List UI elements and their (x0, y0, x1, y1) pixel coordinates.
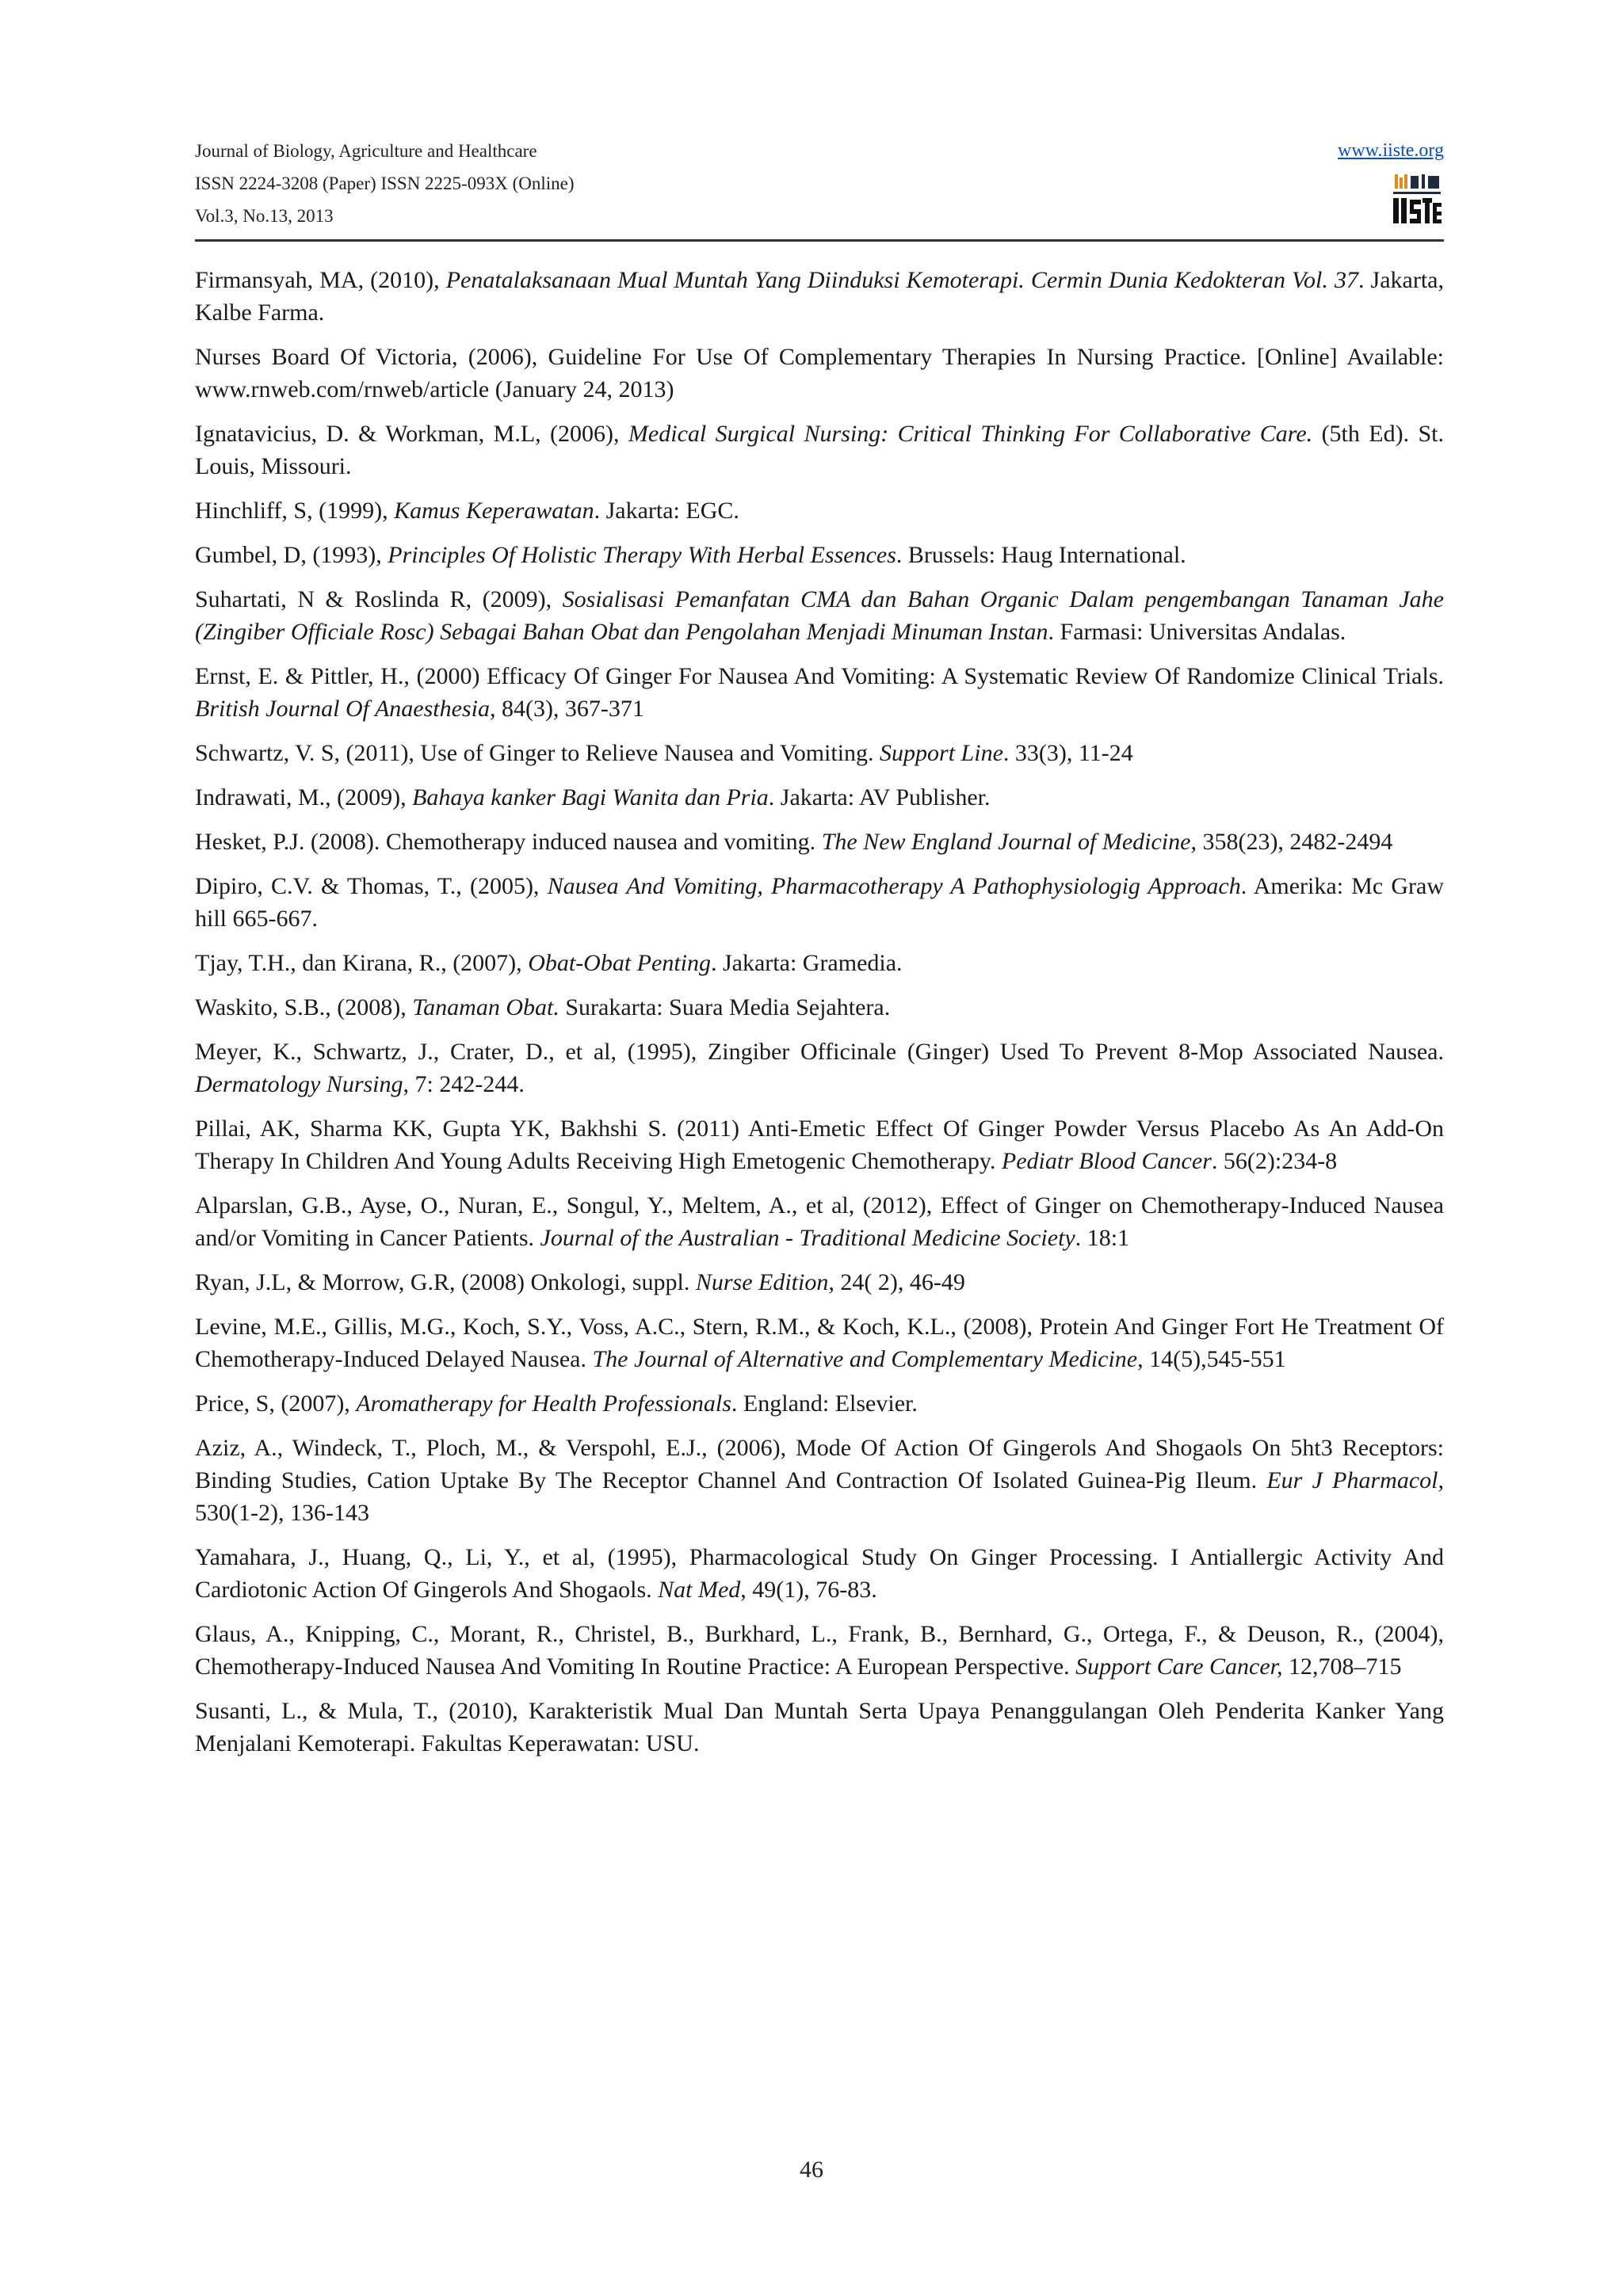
reference-text: Susanti, L., & Mula, T., (2010), Karakteristik Mual Dan Muntah Serta Upaya Penanggulangan Oleh Penderita Kanker Yang Menjalani Kemoterapi. Fakultas Keperawatan: USU. (195, 1698, 1444, 1756)
reference-source-title: Kamus Keperawatan (394, 498, 594, 524)
reference-details: . Brussels: Haug International. (896, 542, 1186, 568)
reference-source-title: Support Care Cancer, (1075, 1653, 1283, 1680)
reference-text: Dipiro, C.V. & Thomas, T., (2005), (195, 873, 548, 899)
reference-item (195, 264, 1444, 329)
reference-item (195, 870, 1444, 935)
reference-text: Hinchliff, S, (1999), (195, 498, 395, 524)
issn-line: ISSN 2224-3208 (Paper) ISSN 2225-093X (Online) (195, 174, 575, 193)
reference-details: . Jakarta: Gramedia. (711, 950, 903, 976)
reference-source-title: The Journal of Alternative and Complementary Medicine (592, 1346, 1138, 1372)
reference-details: . Amerika: Mc Graw hill 665-667. (195, 873, 1444, 932)
reference-details: . Farmasi: Universitas Andalas. (1048, 619, 1346, 645)
reference-text: Waskito, S.B., (2008), (195, 994, 413, 1020)
reference-text: Yamahara, J., Huang, Q., Li, Y., et al, (1995), Pharmacological Study On Ginger Processing. I Antiallergic Activity And Cardiotonic Action Of Gingerols And Shogaols. (195, 1544, 1444, 1603)
reference-source-title: Dermatology Nursing (195, 1071, 403, 1097)
reference-source-title: Sosialisasi Pemanfatan CMA dan Bahan Organic Dalam pengembangan Tanaman Jahe (Zingiber Officiale Rosc) Sebagai Bahan Obat dan Pengolahan Menjadi Minuman Instan (195, 586, 1444, 645)
reference-text: Nurses Board Of Victoria, (2006), Guideline For Use Of Complementary Therapies In Nursing Practice. [Online] Available: www.rnweb.com/rnweb/article (January 24, 2013) (195, 344, 1444, 402)
reference-item (195, 1387, 1444, 1420)
reference-item (195, 1189, 1444, 1254)
reference-item (195, 1432, 1444, 1529)
reference-item (195, 494, 1444, 527)
page-number: 46 (800, 2157, 823, 2183)
reference-item (195, 737, 1444, 769)
reference-details: Surakarta: Suara Media Sejahtera. (559, 994, 891, 1020)
reference-text: Ignatavicius, D. & Workman, M.L, (2006), (195, 421, 628, 447)
reference-text: Meyer, K., Schwartz, J., Crater, D., et al, (1995), Zingiber Officinale (Ginger) Used To Prevent 8-Mop Associated Nausea. (195, 1039, 1444, 1065)
reference-source-title: Support Line (880, 740, 1003, 766)
reference-source-title: Tanaman Obat. (412, 994, 559, 1020)
website-link[interactable]: www.iiste.org (1338, 140, 1444, 161)
reference-source-title: The New England Journal of Medicine, (821, 829, 1197, 855)
page-header (195, 135, 1444, 242)
reference-item (195, 781, 1444, 814)
reference-item (195, 1035, 1444, 1100)
journal-title: Journal of Biology, Agriculture and Healthcare (195, 141, 537, 161)
reference-source-title: Nurse Edition, (695, 1269, 834, 1295)
reference-text: Ernst, E. & Pittler, H., (2000) Efficacy Of Ginger For Nausea And Vomiting: A Systematic Review Of Randomize Clinical Trials. (195, 663, 1444, 689)
reference-details: . 33(3), 11-24 (1002, 740, 1133, 766)
reference-details: (5th Ed). St. Louis, Missouri. (195, 421, 1444, 479)
reference-item (195, 1695, 1444, 1760)
reference-details: , 49(1), 76-83. (740, 1577, 877, 1603)
reference-text: Schwartz, V. S, (2011), Use of Ginger to Relieve Nausea and Vomiting. (195, 740, 880, 766)
reference-item (195, 947, 1444, 979)
reference-source-title: Nat Med (658, 1577, 741, 1603)
reference-source-title: Bahaya kanker Bagi Wanita dan Pria (412, 784, 769, 810)
reference-details: . Jakarta: AV Publisher. (768, 784, 991, 810)
reference-text: Glaus, A., Knipping, C., Morant, R., Christel, B., Burkhard, L., Frank, B., Bernhard, G., Ortega, F., & Deuson, R., (2004), Chemotherapy-Induced Nausea And Vomiting In Routine Practice: A European Perspective. (195, 1621, 1444, 1680)
reference-source-title: Eur J Pharmacol, (1266, 1467, 1444, 1493)
reference-text: Hesket, P.J. (2008). Chemotherapy induced nausea and vomiting. (195, 829, 822, 855)
reference-item (195, 539, 1444, 571)
reference-item (195, 583, 1444, 648)
reference-details: 358(23), 2482-2494 (1196, 829, 1393, 855)
reference-details: . Jakarta: EGC. (594, 498, 739, 524)
reference-item (195, 341, 1444, 406)
reference-text: Gumbel, D, (1993), (195, 542, 388, 568)
reference-item (195, 418, 1444, 482)
reference-text: Ryan, J.L, & Morrow, G.R, (2008) Onkologi, suppl. (195, 1269, 696, 1295)
reference-details: . Jakarta, Kalbe Farma. (195, 267, 1444, 326)
reference-source-title: Aromatherapy for Health Professionals (356, 1390, 731, 1417)
reference-text: Aziz, A., Windeck, T., Ploch, M., & Verspohl, E.J., (2006), Mode Of Action Of Gingerols And Shogaols On 5ht3 Receptors: Binding Studies, Cation Uptake By The Receptor Channel And Contraction Of Isolated Guinea-Pig Ileum. (195, 1435, 1444, 1493)
reference-source-title: Medical Surgical Nursing: Critical Thinking For Collaborative Care. (628, 421, 1313, 447)
reference-item (195, 660, 1444, 725)
reference-item (195, 1310, 1444, 1375)
reference-text: Firmansyah, MA, (2010), (195, 267, 446, 293)
reference-details: . 18:1 (1075, 1225, 1130, 1251)
reference-item (195, 1618, 1444, 1683)
reference-details: . 56(2):234-8 (1211, 1148, 1338, 1174)
reference-details: 530(1-2), 136-143 (195, 1500, 369, 1526)
reference-text: Tjay, T.H., dan Kirana, R., (2007), (195, 950, 529, 976)
reference-source-title: Pediatr Blood Cancer (1001, 1148, 1212, 1174)
reference-details: , 7: 242-244. (403, 1071, 525, 1097)
reference-details: . England: Elsevier. (731, 1390, 918, 1417)
reference-list (195, 264, 1444, 1772)
reference-text: Indrawati, M., (2009), (195, 784, 413, 810)
reference-item (195, 826, 1444, 858)
volume-line: Vol.3, No.13, 2013 (195, 206, 334, 226)
reference-text: Suhartati, N & Roslinda R, (2009), (195, 586, 563, 612)
reference-item (195, 1112, 1444, 1177)
reference-text: Pillai, AK, Sharma KK, Gupta YK, Bakhshi S. (2011) Anti-Emetic Effect Of Ginger Powder Versus Placebo As An Add-On Therapy In Children And Young Adults Receiving High Emetogenic Chemotherapy. (195, 1116, 1444, 1174)
reference-text: Alparslan, G.B., Ayse, O., Nuran, E., Songul, Y., Meltem, A., et al, (2012), Effect of Ginger on Chemotherapy-Induced Nausea and/or Vomiting in Cancer Patients. (195, 1192, 1444, 1251)
reference-text: Price, S, (2007), (195, 1390, 357, 1417)
reference-item (195, 1266, 1444, 1299)
reference-details: , 14(5),545-551 (1137, 1346, 1286, 1372)
reference-details: 12,708–715 (1282, 1653, 1402, 1680)
reference-source-title: British Journal Of Anaesthesia, (195, 696, 496, 722)
reference-source-title: Penatalaksanaan Mual Muntah Yang Diinduksi Kemoterapi. Cermin Dunia Kedokteran Vol. 37 (445, 267, 1358, 293)
reference-item (195, 991, 1444, 1024)
reference-details: 84(3), 367-371 (495, 696, 644, 722)
reference-text: Levine, M.E., Gillis, M.G., Koch, S.Y., Voss, A.C., Stern, R.M., & Koch, K.L., (2008), Protein And Ginger Fort He Treatment Of Chemotherapy-Induced Delayed Nausea. (195, 1314, 1444, 1372)
reference-source-title: Principles Of Holistic Therapy With Herbal Essences (388, 542, 896, 568)
reference-item (195, 1541, 1444, 1606)
reference-source-title: Journal of the Australian - Traditional Medicine Society (540, 1225, 1075, 1251)
iiste-logo-icon (1392, 171, 1442, 227)
reference-source-title: Obat-Obat Penting (528, 950, 711, 976)
reference-source-title: Nausea And Vomiting, Pharmacotherapy A Pathophysiologig Approach (547, 873, 1241, 899)
reference-details: 24( 2), 46-49 (834, 1269, 965, 1295)
